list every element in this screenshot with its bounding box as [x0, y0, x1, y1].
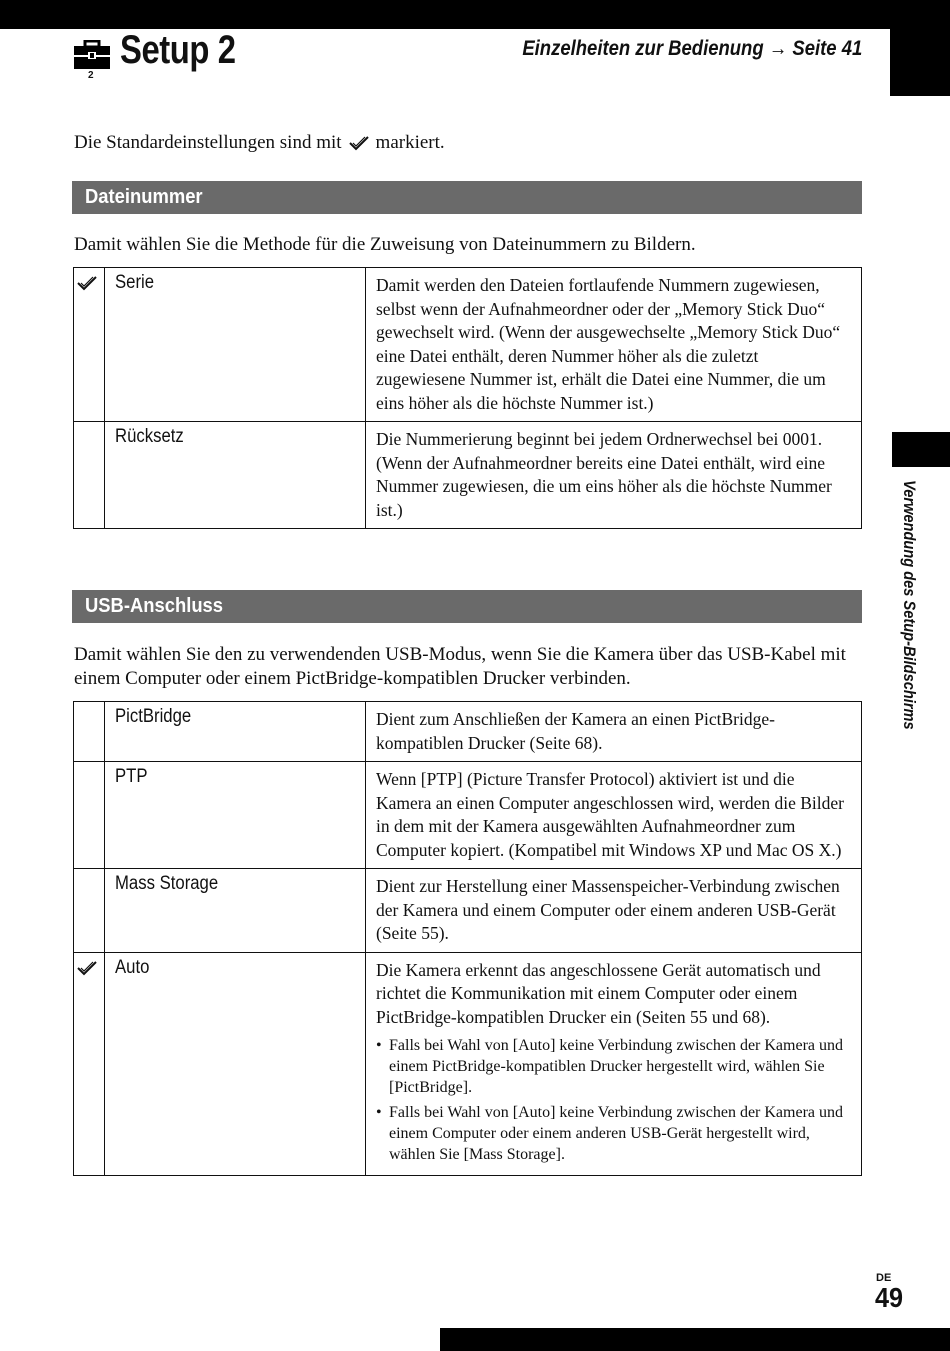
option-name: PictBridge — [105, 702, 366, 762]
intro-text-before: Die Standardeinstellungen sind mit — [74, 132, 342, 153]
table-row — [74, 762, 862, 869]
default-mark-cell — [74, 702, 105, 762]
option-name: PTP — [105, 762, 366, 869]
table-row — [74, 268, 862, 422]
default-mark-cell — [74, 869, 105, 953]
check-icon — [348, 134, 370, 152]
check-icon — [76, 959, 98, 977]
note-list — [376, 1035, 851, 1165]
section-description: Damit wählen Sie die Methode für die Zuweisung von Dateinummern zu Bildern. — [74, 234, 696, 255]
option-description: Damit werden den Dateien fortlaufende Nummern zugewiesen, selbst wenn der Aufnahmeordner oder der „Memory Stick Duo“ gewechselt wird. (Wenn der ausgewechselte „Memory Stick Duo“ eine Datei enthält, deren Nummer höher als die zuletzt zugewiesene Nummer ist, erhält die Datei eine Nummer, die um eins höher als die höchste Nummer ist.) — [366, 268, 862, 422]
intro-line — [74, 132, 445, 154]
intro-text-after: markiert. — [375, 132, 445, 153]
option-description: Dient zum Anschließen der Kamera an einen PictBridge-kompatiblen Drucker (Seite 68). — [366, 702, 862, 762]
default-mark-cell — [74, 268, 105, 422]
option-description: Dient zur Herstellung einer Massenspeicher-Verbindung zwischen der Kamera und einem Computer oder einem anderen USB-Gerät (Seite 55). — [366, 869, 862, 953]
corner-black-tab — [890, 29, 950, 96]
table-row — [74, 869, 862, 953]
option-name: Auto — [105, 952, 366, 1176]
option-name: Mass Storage — [105, 869, 366, 953]
side-tab-label: Verwendung des Setup-Bildschirms — [900, 480, 919, 730]
section-heading: USB-Anschluss — [85, 595, 224, 617]
page-title: Setup 2 — [120, 28, 236, 72]
default-mark-cell — [74, 952, 105, 1176]
option-description: Die Nummerierung beginnt bei jedem Ordnerwechsel bei 0001. (Wenn der Aufnahmeordner bereits eine Datei enthält, wird eine Nummer zugewiesen, die um eins höher als die höchste Nummer ist.) — [366, 422, 862, 529]
option-name: Rücksetz — [105, 422, 366, 529]
icon-subscript: 2 — [88, 70, 94, 81]
check-icon — [76, 274, 98, 292]
bottom-black-bar — [440, 1328, 950, 1351]
top-black-bar — [0, 0, 950, 29]
section-header-dateinummer — [72, 181, 862, 214]
language-code: DE — [876, 1272, 892, 1284]
page-number: 49 — [875, 1282, 904, 1313]
section-description: Damit wählen Sie den zu verwendenden USB-Modus, wenn Sie die Kamera über das USB-Kabel mit einem Computer oder einem PictBridge-kompatiblen Drucker verbinden. — [74, 644, 846, 689]
options-table-usb — [73, 701, 862, 1176]
table-row — [74, 702, 862, 762]
option-description: Wenn [PTP] (Picture Transfer Protocol) aktiviert ist und die Kamera an einen Computer angeschlossen wird, werden die Bilder in dem mit der Kamera ausgewählten Aufnahmeordner zum Computer kopiert. (Kompatibel mit Windows XP und Mac OS X.) — [366, 762, 862, 869]
side-black-tab — [892, 432, 950, 467]
note-item: • Falls bei Wahl von [Auto] keine Verbindung zwischen der Kamera und einem Computer oder einem anderen USB-Gerät hergestellt wird, wählen Sie [Mass Storage]. — [376, 1102, 851, 1165]
options-table-dateinummer — [73, 267, 862, 529]
cross-reference: Einzelheiten zur Bedienung → Seite 41 — [522, 37, 862, 60]
table-row — [74, 422, 862, 529]
option-name: Serie — [105, 268, 366, 422]
note-item: • Falls bei Wahl von [Auto] keine Verbindung zwischen der Kamera und einem PictBridge-kompatiblen Drucker hergestellt wird, wählen Sie [PictBridge]. — [376, 1035, 851, 1098]
section-header-usb-anschluss — [72, 590, 862, 623]
toolbox-icon — [74, 40, 110, 82]
default-mark-cell — [74, 422, 105, 529]
table-row — [74, 952, 862, 1176]
default-mark-cell — [74, 762, 105, 869]
section-heading: Dateinummer — [85, 186, 203, 208]
option-description — [366, 952, 862, 1176]
option-description-text: Die Kamera erkennt das angeschlossene Gerät automatisch und richtet die Kommunikation mit einem Computer oder einem PictBridge-kompatiblen Drucker ein (Seiten 55 und 68). — [376, 959, 821, 1027]
